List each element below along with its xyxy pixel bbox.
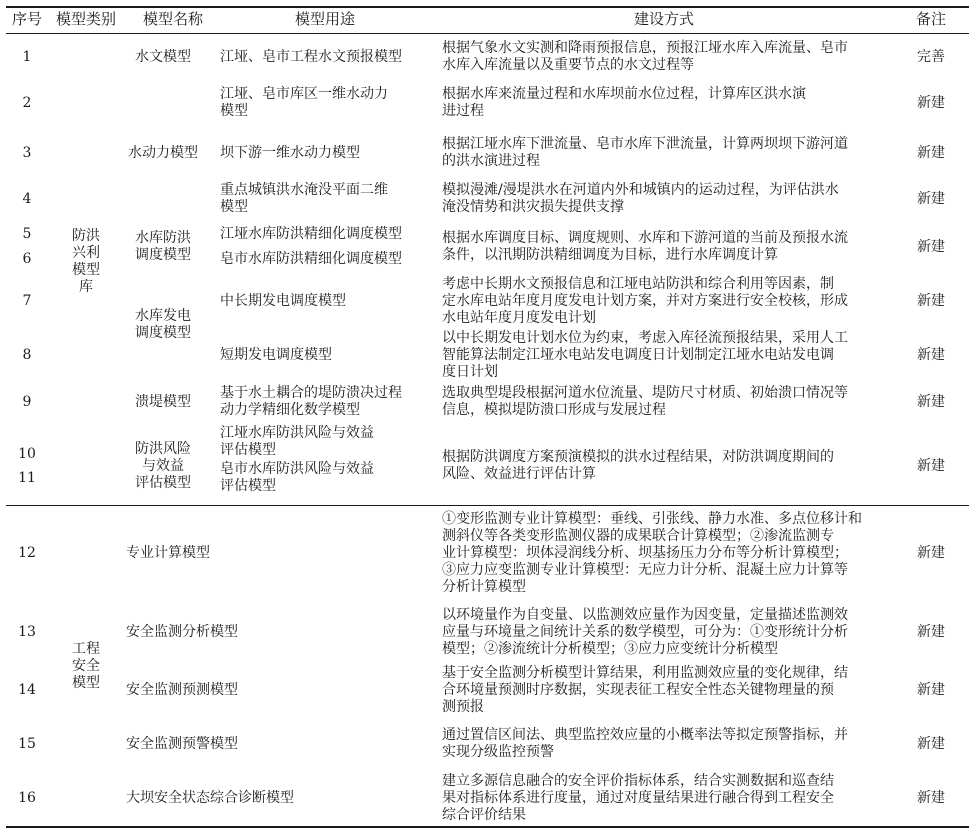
seq-number: 13 bbox=[18, 623, 36, 640]
seq-number: 5 bbox=[22, 225, 32, 242]
model-purpose: 江垭水库防洪精细化调度模型 bbox=[220, 225, 402, 242]
build-method: 测斜仪等各类变形监测仪器的成果联合计算模型；②渗流监测专 bbox=[442, 527, 834, 544]
model-name: 水库发电 bbox=[135, 308, 191, 324]
build-method: 水电站年度月度发电计划 bbox=[442, 309, 596, 326]
model-purpose: 皂市水库防洪精细化调度模型 bbox=[220, 250, 402, 267]
build-method: 综合评价结果 bbox=[442, 806, 526, 823]
build-method: 通过置信区间法、典型监控效应量的小概率法等拟定预警指标，并 bbox=[442, 727, 848, 743]
table-top-rule bbox=[6, 6, 969, 8]
model-name: 与效益 bbox=[142, 457, 184, 474]
build-method: 的洪水演进过程 bbox=[442, 153, 540, 169]
build-method: 考虑中长期水文预报信息和江垭电站防洪和综合利用等因素，制 bbox=[442, 275, 834, 292]
build-method: 以中长期发电计划水位为约束，考虑入库径流预报结果，采用人工 bbox=[442, 329, 848, 346]
build-method: 水库入库流量以及重要节点的水文过程等 bbox=[442, 57, 694, 73]
model-name: 专业计算模型 bbox=[126, 544, 210, 561]
build-method: 果对指标体系进行度量，通过对度量结果进行融合得到工程安全 bbox=[442, 789, 834, 806]
model-purpose: 坝下游一维水动力模型 bbox=[220, 144, 360, 161]
build-method: 定水库电站年度月度发电计划方案，并对方案进行安全校核，形成 bbox=[442, 292, 848, 309]
model-name: 评估模型 bbox=[135, 474, 191, 491]
build-method: 风险、效益进行评估计算 bbox=[442, 466, 596, 482]
model-purpose: 短期发电调度模型 bbox=[220, 346, 332, 363]
model-name: 安全监测分析模型 bbox=[126, 623, 238, 640]
category-label: 模型 bbox=[72, 262, 100, 278]
note-cell: 新建 bbox=[917, 346, 945, 363]
build-method: 进过程 bbox=[442, 103, 484, 119]
seq-number: 15 bbox=[18, 735, 36, 752]
model-purpose: 江垭水库防洪风险与效益 bbox=[220, 425, 374, 441]
build-method: ①变形监测专业计算模型：垂线、引张线、静力水准、多点位移计和 bbox=[442, 510, 862, 527]
build-method: 模拟漫滩/漫堤洪水在河道内外和城镇内的运动过程，为评估洪水 bbox=[442, 182, 839, 198]
model-purpose: 中长期发电调度模型 bbox=[220, 292, 346, 309]
build-method: 根据防洪调度方案预演模拟的洪水过程结果，对防洪调度期间的 bbox=[442, 449, 834, 465]
model-name: 调度模型 bbox=[135, 325, 191, 341]
build-method: 以环境量作为自变量、以监测效应量作为因变量，定量描述监测效 bbox=[442, 606, 848, 623]
seq-number: 12 bbox=[18, 544, 36, 561]
build-method: 模型；②渗流统计分析模型；③应力应变统计分析模型 bbox=[442, 640, 778, 657]
model-name: 水文模型 bbox=[135, 48, 191, 65]
build-method: 业计算模型：坝体浸润线分析、坝基扬压力分布等分析计算模型； bbox=[442, 544, 848, 561]
category-label: 模型 bbox=[72, 674, 100, 691]
model-purpose: 模型 bbox=[220, 103, 248, 119]
seq-number: 1 bbox=[22, 48, 32, 65]
build-method: ③应力应变监测专业计算模型：无应力计分析、混凝土应力计算等 bbox=[442, 561, 848, 578]
model-name: 调度模型 bbox=[135, 247, 191, 263]
model-purpose: 皂市水库防洪风险与效益 bbox=[220, 461, 374, 477]
seq-number: 2 bbox=[22, 94, 32, 111]
model-name: 水动力模型 bbox=[128, 144, 198, 161]
header-name: 模型名称 bbox=[142, 10, 204, 28]
seq-number: 7 bbox=[22, 292, 32, 309]
category-label: 兴利 bbox=[72, 245, 100, 261]
seq-number: 9 bbox=[22, 393, 32, 410]
category-label: 工程 bbox=[72, 640, 100, 657]
model-purpose: 评估模型 bbox=[220, 478, 276, 494]
note-cell: 新建 bbox=[917, 623, 945, 640]
model-purpose: 模型 bbox=[220, 199, 248, 215]
table-bottom-rule bbox=[6, 826, 969, 828]
build-method: 度日计划 bbox=[442, 363, 498, 380]
model-purpose: 动力学精细化数学模型 bbox=[220, 402, 360, 418]
seq-number: 11 bbox=[18, 469, 36, 486]
note-cell: 新建 bbox=[917, 544, 945, 561]
model-name: 安全监测预警模型 bbox=[126, 735, 238, 752]
model-purpose: 江垭、皂市工程水文预报模型 bbox=[220, 48, 402, 65]
build-method: 根据水库来流量过程和水库坝前水位过程，计算库区洪水演 bbox=[442, 86, 806, 102]
model-purpose: 评估模型 bbox=[220, 442, 276, 458]
build-method: 根据气象水文实测和降雨预报信息，预报江垭水库入库流量、皂市 bbox=[442, 40, 848, 56]
category-label: 安全 bbox=[72, 657, 100, 674]
header-category: 模型类别 bbox=[55, 10, 117, 28]
model-purpose: 重点城镇洪水淹没平面二维 bbox=[220, 182, 388, 198]
seq-number: 4 bbox=[22, 190, 32, 207]
seq-number: 6 bbox=[22, 250, 32, 267]
build-method: 分析计算模型 bbox=[442, 578, 526, 595]
note-cell: 新建 bbox=[917, 789, 945, 806]
header-purpose: 模型用途 bbox=[294, 10, 356, 28]
note-cell: 完善 bbox=[917, 48, 945, 65]
note-cell: 新建 bbox=[917, 457, 945, 474]
seq-number: 10 bbox=[18, 445, 36, 462]
model-purpose: 基于水土耦合的堤防溃决过程 bbox=[220, 385, 402, 401]
seq-number: 14 bbox=[18, 681, 36, 698]
header-method: 建设方式 bbox=[633, 10, 695, 28]
model-name: 水库防洪 bbox=[135, 230, 191, 246]
note-cell: 新建 bbox=[917, 190, 945, 207]
model-name: 防洪风险 bbox=[135, 440, 191, 457]
build-method: 实现分级监控预警 bbox=[442, 744, 554, 760]
header-rule bbox=[6, 33, 969, 34]
build-method: 选取典型堤段根据河道水位流量、堤防尺寸材质、初始溃口情况等 bbox=[442, 385, 848, 401]
model-purpose: 江垭、皂市库区一维水动力 bbox=[220, 86, 388, 102]
build-method: 建立多源信息融合的安全评价指标体系，结合实测数据和巡查结 bbox=[442, 772, 834, 789]
build-method: 基于安全监测分析模型计算结果，利用监测效应量的变化规律，结 bbox=[442, 664, 848, 681]
note-cell: 新建 bbox=[917, 681, 945, 698]
build-method: 条件，以汛期防洪精细调度为目标，进行水库调度计算 bbox=[442, 247, 778, 263]
build-method: 测预报 bbox=[442, 698, 484, 715]
category-label: 库 bbox=[79, 279, 93, 295]
header-note: 备注 bbox=[915, 10, 947, 28]
build-method: 根据江垭水库下泄流量、皂市水库下泄流量，计算两坝坝下游河道 bbox=[442, 136, 848, 152]
seq-number: 3 bbox=[22, 144, 32, 161]
build-method: 智能算法制定江垭水电站发电调度日计划制定江垭水电站发电调 bbox=[442, 346, 834, 363]
note-cell: 新建 bbox=[917, 94, 945, 111]
build-method: 合环境量预测时序数据，实现表征工程安全性态关键物理量的预 bbox=[442, 681, 834, 698]
header-seq: 序号 bbox=[11, 10, 43, 28]
note-cell: 新建 bbox=[917, 238, 945, 255]
model-name: 溃堤模型 bbox=[135, 393, 191, 410]
category-label: 防洪 bbox=[72, 228, 100, 244]
note-cell: 新建 bbox=[917, 144, 945, 161]
seq-number: 16 bbox=[18, 789, 36, 806]
section-rule bbox=[6, 505, 969, 506]
note-cell: 新建 bbox=[917, 393, 945, 410]
build-method: 信息，模拟堤防溃口形成与发展过程 bbox=[442, 402, 666, 418]
note-cell: 新建 bbox=[917, 735, 945, 752]
note-cell: 新建 bbox=[917, 292, 945, 309]
model-name: 安全监测预测模型 bbox=[126, 681, 238, 698]
seq-number: 8 bbox=[22, 346, 32, 363]
build-method: 淹没情势和洪灾损失提供支撑 bbox=[442, 199, 624, 215]
model-name: 大坝安全状态综合诊断模型 bbox=[126, 789, 294, 806]
build-method: 根据水库调度目标、调度规则、水库和下游河道的当前及预报水流 bbox=[442, 230, 848, 246]
build-method: 应量与环境量之间统计关系的数学模型，可分为：①变形统计分析 bbox=[442, 623, 848, 640]
